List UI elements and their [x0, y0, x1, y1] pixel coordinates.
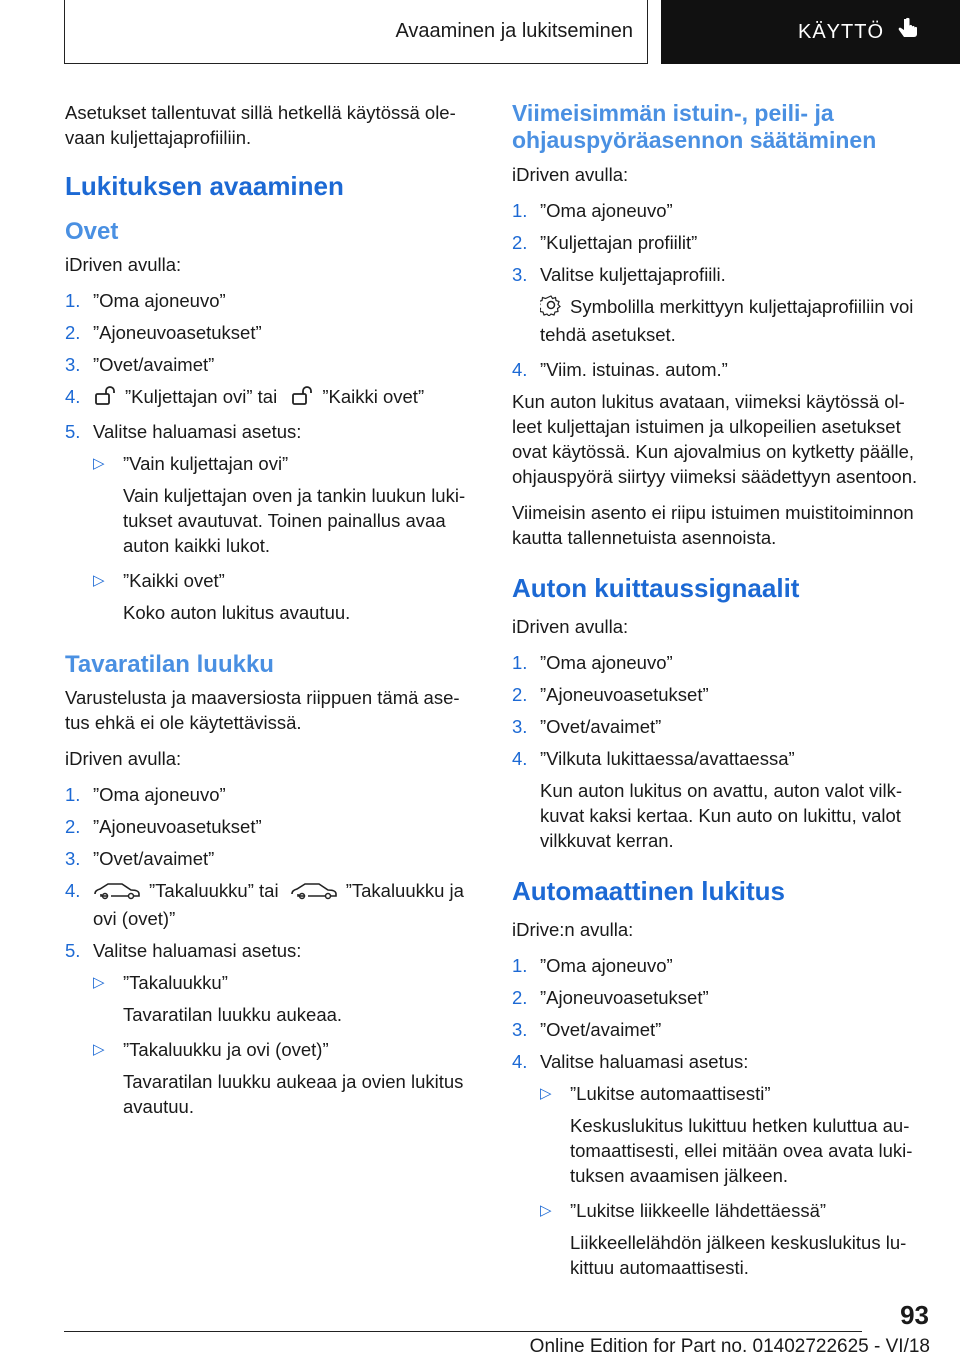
header-section-title: Avaaminen ja lukitseminen: [395, 20, 633, 42]
footer-edition: Online Edition for Part no. 01402722625 - VI/18: [529, 1336, 930, 1357]
list-item: 2. ”Ajoneuvoasetukset”: [512, 987, 709, 1008]
left-column: [65, 100, 481, 1129]
intro-text: Asetukset tallentuvat sillä hetkellä käytössä ole-vaan kuljettajaprofiiliin.: [65, 102, 456, 148]
option-item: ▷ ”Kaikki ovet”: [93, 570, 225, 591]
list-item: 4. ”Vilkuta lukittaessa/avattaessa”: [512, 748, 795, 769]
option-desc: Keskuslukitus lukittuu hetken kuluttua au-tomaattisesti, ellei mitään ovea avata luki-tuksen avaamisen jälkeen.: [570, 1115, 913, 1186]
list-item: 4. ”Takaluukku” tai ”Takaluukku ja ovi (ovet)”: [65, 880, 464, 929]
footer-divider: [64, 1331, 862, 1332]
seat-para-2: Viimeisin asento ei riipu istuimen muistitoiminnon kautta tallennetuista asennoista.: [512, 502, 914, 548]
list-item: 2. ”Ajoneuvoasetukset”: [65, 816, 262, 837]
option-desc: Tavaratilan luukku aukeaa ja ovien lukitus avautuu.: [123, 1071, 464, 1117]
list-item: 3. ”Ovet/avaimet”: [512, 716, 662, 737]
list-item: 1. ”Oma ajoneuvo”: [512, 652, 673, 673]
unlock-icon: [290, 386, 314, 412]
option-item: ▷ ”Vain kuljettajan ovi”: [93, 453, 289, 474]
signal-lead: iDriven avulla:: [512, 616, 629, 637]
heading-unlocking: Lukituksen avaaminen: [65, 171, 344, 201]
car-tailgate-icon: [93, 880, 141, 906]
option-desc: Koko auton lukitus avautuu.: [123, 602, 351, 623]
triangle-bullet-icon: ▷: [93, 455, 105, 472]
list-item: 1. ”Oma ajoneuvo”: [65, 784, 226, 805]
list-item: 3. ”Ovet/avaimet”: [65, 354, 215, 375]
list-item: 5. Valitse haluamasi asetus:: [65, 940, 302, 961]
list-item: 2. ”Ajoneuvoasetukset”: [65, 322, 262, 343]
tailgate-intro: Varustelusta ja maaversiosta riippuen tämä ase-tus ehkä ei ole käytettävissä.: [65, 687, 460, 733]
heading-seat-memory: Viimeisimmän istuin-, peili- ja ohjauspyöräasennon säätäminen: [512, 100, 877, 153]
list-item: 4. ”Kuljettajan ovi” tai ”Kaikki ovet”: [65, 384, 481, 412]
heading-tailgate: Tavaratilan luukku: [65, 651, 274, 678]
heading-doors: Ovet: [65, 218, 119, 245]
list-item: 1. ”Oma ajoneuvo”: [65, 290, 226, 311]
triangle-bullet-icon: ▷: [93, 1041, 105, 1058]
header-section: [64, 0, 648, 64]
heading-signals: Auton kuittaussignaalit: [512, 573, 800, 603]
list-item: 4. Valitse haluamasi asetus:: [512, 1051, 749, 1072]
list-item: 1. ”Oma ajoneuvo”: [512, 955, 673, 976]
list-item: 5. Valitse haluamasi asetus:: [65, 421, 302, 442]
option-desc: Vain kuljettajan oven ja tankin luukun luki-tukset avautuvat. Toinen painallus avaa auton kaikki lukot.: [123, 485, 466, 556]
option-item: ▷ ”Takaluukku”: [93, 972, 228, 993]
option-desc: Liikkeellelähdön jälkeen keskuslukitus lu-kittuu automaattisesti.: [570, 1232, 907, 1278]
page-number: 93: [900, 1300, 929, 1330]
option-desc: Tavaratilan luukku aukeaa.: [123, 1004, 343, 1025]
list-item: 3. ”Ovet/avaimet”: [512, 1019, 662, 1040]
list-item: 1. ”Oma ajoneuvo”: [512, 200, 673, 221]
triangle-bullet-icon: ▷: [540, 1202, 552, 1219]
hand-pointer-icon: [898, 17, 920, 47]
signal-desc: Kun auton lukitus on avattu, auton valot vilk-kuvat kaksi kertaa. Kun auto on lukittu, valot vilkkuvat kerran.: [540, 780, 902, 851]
unlock-icon: [93, 386, 117, 412]
list-item: 2. ”Ajoneuvoasetukset”: [512, 684, 709, 705]
seat-note: Symbolilla merkittyyn kuljettajaprofiiliin voi tehdä asetukset.: [540, 296, 914, 345]
triangle-bullet-icon: ▷: [93, 974, 105, 991]
triangle-bullet-icon: ▷: [93, 572, 105, 589]
chapter-title: KÄYTTÖ: [797, 20, 884, 43]
doors-lead: iDriven avulla:: [65, 254, 182, 275]
right-column: [512, 100, 928, 1290]
option-item: ▷ ”Lukitse automaattisesti”: [540, 1083, 771, 1104]
option-item: ▷ ”Takaluukku ja ovi (ovet)”: [93, 1039, 329, 1060]
list-item: 3. ”Ovet/avaimet”: [65, 848, 215, 869]
tailgate-lead: iDriven avulla:: [65, 748, 182, 769]
list-item: 3. Valitse kuljettajaprofiili.: [512, 264, 726, 285]
header-chapter: [661, 0, 960, 64]
gear-icon: [540, 294, 562, 322]
option-item: ▷ ”Lukitse liikkeelle lähdettäessä”: [540, 1200, 827, 1221]
seat-lead: iDriven avulla:: [512, 164, 629, 185]
triangle-bullet-icon: ▷: [540, 1085, 552, 1102]
list-item: 4. ”Viim. istuinas. autom.”: [512, 359, 728, 380]
list-item: 2. ”Kuljettajan profiilit”: [512, 232, 698, 253]
car-tailgate-icon: [290, 880, 338, 906]
heading-auto-lock: Automaattinen lukitus: [512, 876, 786, 906]
seat-para-1: Kun auton lukitus avataan, viimeksi käytössä ol-leet kuljettajan istuimen ja ulkopeilien asetukset ovat käytössä. Kun ajovalmius on kytketty päälle, ohjauspyörä siirtyy viimeksi säädettyyn asentoon.: [512, 391, 918, 487]
auto-lead: iDrive:n avulla:: [512, 919, 634, 940]
